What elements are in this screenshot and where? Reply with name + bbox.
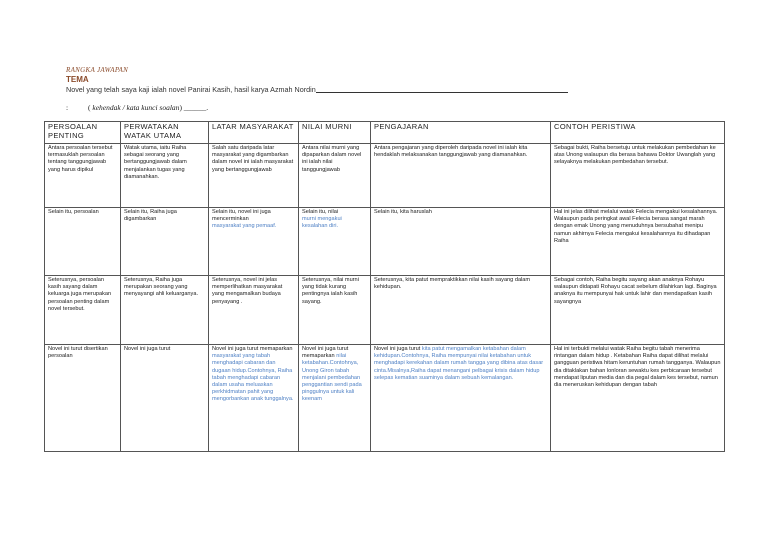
table-cell: Antara nilai murni yang dipaparkan dalam novel ini ialah nilai tanggungjawab	[299, 144, 371, 208]
cell-text: Novel ini juga turut memaparkan	[212, 346, 293, 352]
novel-intro	[66, 85, 726, 94]
answer-header	[66, 66, 726, 112]
hint-text: kehendak / kata kunci soalan	[92, 103, 180, 112]
table-header-row	[45, 122, 725, 144]
table-row	[45, 144, 725, 208]
table-cell: Antara persoalan tersebut termasuklah persoalan tentang tanggungjawab yang harus dipikul	[45, 144, 121, 208]
table-cell: Seterusnya, persoalan kasih sayang dalam keluarga juga merupakan persoalan penting dalam novel tersebut.	[45, 276, 121, 345]
col-header: PENGAJARAN	[371, 122, 551, 144]
table-cell: Selain itu, Raiha juga digambarkan	[121, 208, 209, 276]
table-cell: Hal ini terbukti melalui watak Raiha begitu tabah menerima rintangan dalam hidup . Ketabahan Raiha dapat dilihat melalui gangguan peristiwa hitam keruntuhan rumah tangganya. Walaupun dia ditaklakan bahan lonloran sewaktu kes perbicaraan tersebut mendapat liputan media dan dia pegal dalam kes tersebut, namun dia meneruskan kehidupan dengan tabah	[551, 345, 725, 452]
table-cell	[299, 208, 371, 276]
novel-intro-text: Novel yang telah saya kaji ialah novel Panirai Kasih, hasil karya Azmah Nordin	[66, 85, 316, 94]
cell-text: Selain itu, novel ini juga mencerminkan	[212, 209, 271, 223]
cell-text: Selain itu, nilai	[302, 209, 339, 215]
table-cell: Seterusnya, novel ini jelas memperlihatkan masyarakat yang mengamalkan budaya penyayang .	[209, 276, 299, 345]
answer-table	[44, 121, 725, 452]
col-header: PERWATAKAN WATAK UTAMA	[121, 122, 209, 144]
col-header: CONTOH PERISTIWA	[551, 122, 725, 144]
table-cell: Antara pengajaran yang diperoleh daripada novel ini ialah kita hendaklah melaksanakan tanggungjawab yang diamanahkan.	[371, 144, 551, 208]
table-cell: Sebagai bukti, Raiha bersetuju untuk melakukan pembedahan ke atas Unong walaupun dia berasa bahawa Doktor Uwanglah yang selayaknya melakukan pembedahan tersebut.	[551, 144, 725, 208]
cell-text: Novel ini juga turut memaparkan	[302, 346, 349, 360]
table-cell: Novel ini turut disertikan persoalan	[45, 345, 121, 452]
hint-open: (	[88, 103, 91, 112]
hint-close: ) ______.	[179, 103, 209, 112]
rangka-title: RANGKA JAWAPAN	[66, 66, 129, 74]
table-row	[45, 276, 725, 345]
cell-text: Novel ini juga turut	[374, 346, 421, 352]
table-cell: Seterusnya, kita patut mempraktikkan nilai kasih sayang dalam kehidupan.	[371, 276, 551, 345]
col-header: LATAR MASYARAKAT	[209, 122, 299, 144]
table-row	[45, 208, 725, 276]
cell-text-blue: masyarakat yang pemaaf.	[212, 223, 277, 230]
col-header: NILAI MURNI	[299, 122, 371, 144]
cell-text-blue: nilai ketabahan.Contohnya, Unong Giron tabah menjalani pembedahan penggantian sendi pada pinggulnya untuk kali keenam	[302, 353, 362, 403]
cell-text-blue: masyarakat yang tabah menghadapi cabaran dan dugaan hidup.Contohnya, Raiha tabah menghadapi cabaran dalam usaha meluaskan perkhidmatan pahit yang mengorbankan anak tunggalnya.	[212, 353, 294, 403]
cell-text-blue: kita patut mengamalkan ketabahan dalam kehidupan.Contohnya, Raiha mempunyai nilai ketabahan untuk menghadapi kerekahan dalam rumah tangga yang dibina atas dasar cinta.Misalnya,Raiha dapat menangani pelbagai krisis dalam hidup selepas kematian suaminya dalam sebuah kemalangan.	[374, 346, 544, 381]
hint-colon: :	[66, 103, 69, 112]
table-cell: Novel ini juga turut	[121, 345, 209, 452]
table-cell: Salah satu daripada latar masyarakat yang digambarkan dalam novel ini ialah masyarakat yang bertanggungjawab	[209, 144, 299, 208]
table-cell: Seterusnya, Raiha juga merupakan seorang yang menyayangi ahli keluarganya.	[121, 276, 209, 345]
tema-label: TEMA	[66, 75, 89, 84]
table-cell: Watak utama, iaitu Raiha sebagai seorang yang bertanggungjawab dalam menjalankan tugas yang diamanahkan.	[121, 144, 209, 208]
col-header: PERSOALAN PENTING	[45, 122, 121, 144]
table-cell	[371, 345, 551, 452]
table-cell: Sebagai contoh, Raiha begitu sayang akan anaknya Rohayu walaupun didapati Rohayu cacat sebelum dilahirkan lagi. Baginya anaknya itu mempunyai hak untuk lahir dan mendapatkan kasih sayangnya	[551, 276, 725, 345]
blank-line	[316, 92, 568, 93]
cell-text-blue: murni mengakui kesalahan diri.	[302, 216, 342, 230]
table-cell	[299, 345, 371, 452]
table-cell	[209, 208, 299, 276]
table-cell	[209, 345, 299, 452]
table-cell: Hal ini jelas dilihat melalui watak Felecia mengakui kesalahannya. Walaupun pada peringkat awal Felecia berasa sangat marah dengan emak Unong yang menuduhnya bersubahat menipu namun akhirnya Felecia mengakui kesalahannya itu dihadapan Raiha	[551, 208, 725, 276]
table-row	[45, 345, 725, 452]
question-hint	[66, 103, 726, 112]
table-cell: Seterusnya, nilai murni yang tidak kurang pentingnya ialah kasih sayang.	[299, 276, 371, 345]
table-cell: Selain itu, kita haruslah	[371, 208, 551, 276]
table-cell: Selain itu, persoalan	[45, 208, 121, 276]
